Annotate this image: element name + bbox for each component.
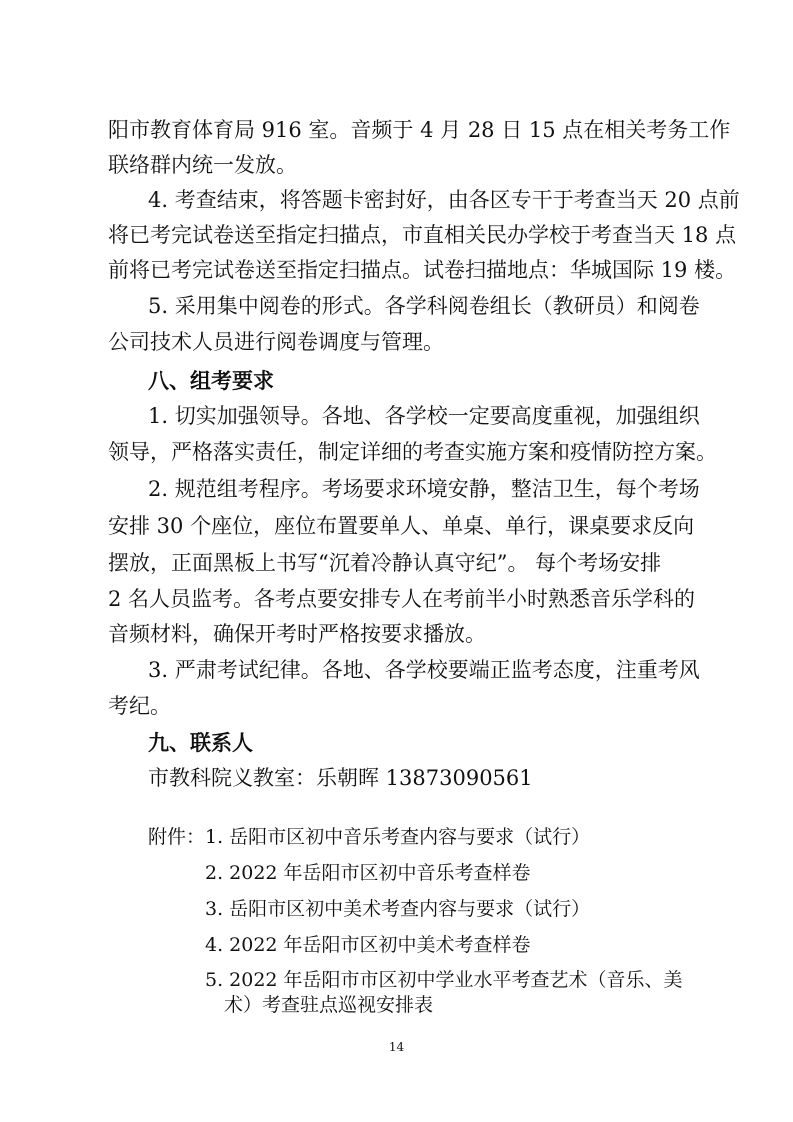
paragraph-line: 将已考完试卷送至指定扫描点，市直相关民办学校于考查当天 18 点: [108, 223, 737, 247]
section-heading-9: 九、联系人: [148, 731, 253, 755]
paragraph-line: 3. 严肃考试纪律。各地、各学校要端正监考态度，注重考风: [148, 658, 700, 682]
paragraph-line: 公司技术人员进行阅卷调度与管理。: [108, 330, 444, 354]
paragraph-line: 音频材料，确保开考时严格按要求播放。: [108, 622, 486, 646]
paragraph-line: 领导，严格落实责任，制定详细的考查实施方案和疫情防控方案。: [108, 440, 717, 464]
attachment-item-continuation: 术）考查驻点巡视安排表: [224, 994, 434, 1016]
attachment-item: 3. 岳阳市区初中美术考查内容与要求（试行）: [205, 898, 591, 920]
paragraph-line: 前将已考完试卷送至指定扫描点。试卷扫描地点：华城国际 19 楼。: [108, 258, 737, 282]
paragraph-line: 安排 30 个座位，座位布置要单人、单桌、单行，课桌要求反向: [108, 514, 695, 538]
attachment-label: 附件：: [148, 826, 206, 848]
attachment-item: 5. 2022 年岳阳市市区初中学业水平考查艺术（音乐、美: [205, 969, 683, 991]
section-heading-8: 八、组考要求: [148, 369, 274, 393]
paragraph-line: 联络群内统一发放。: [108, 153, 297, 177]
attachment-item: 2. 2022 年岳阳市区初中音乐考查样卷: [205, 862, 531, 884]
paragraph-line: 2. 规范组考程序。考场要求环境安静，整洁卫生，每个考场: [148, 477, 700, 501]
paragraph-line: 4. 考查结束，将答题卡密封好，由各区专干于考查当天 20 点前: [148, 188, 740, 212]
page-number: 14: [388, 1040, 405, 1054]
paragraph-line: 1. 切实加强领导。各地、各学校一定要高度重视，加强组织: [148, 404, 700, 428]
paragraph-line: 2 名人员监考。各考点要安排专人在考前半小时熟悉音乐学科的: [108, 587, 696, 611]
contact-line: 市教科院义教室：乐朝晖 13873090561: [148, 766, 533, 790]
paragraph-line: 考纪。: [108, 694, 171, 718]
paragraph-line: 摆放，正面黑板上书写“沉着冷静认真守纪”。 每个考场安排: [108, 551, 662, 575]
paragraph-line: 5. 采用集中阅卷的形式。各学科阅卷组长（教研员）和阅卷: [148, 294, 700, 318]
attachment-item: 4. 2022 年岳阳市区初中美术考查样卷: [205, 934, 531, 956]
attachment-item: 1. 岳阳市区初中音乐考查内容与要求（试行）: [205, 826, 591, 848]
paragraph-line: 阳市教育体育局 916 室。音频于 4 月 28 日 15 点在相关考务工作: [108, 118, 731, 142]
